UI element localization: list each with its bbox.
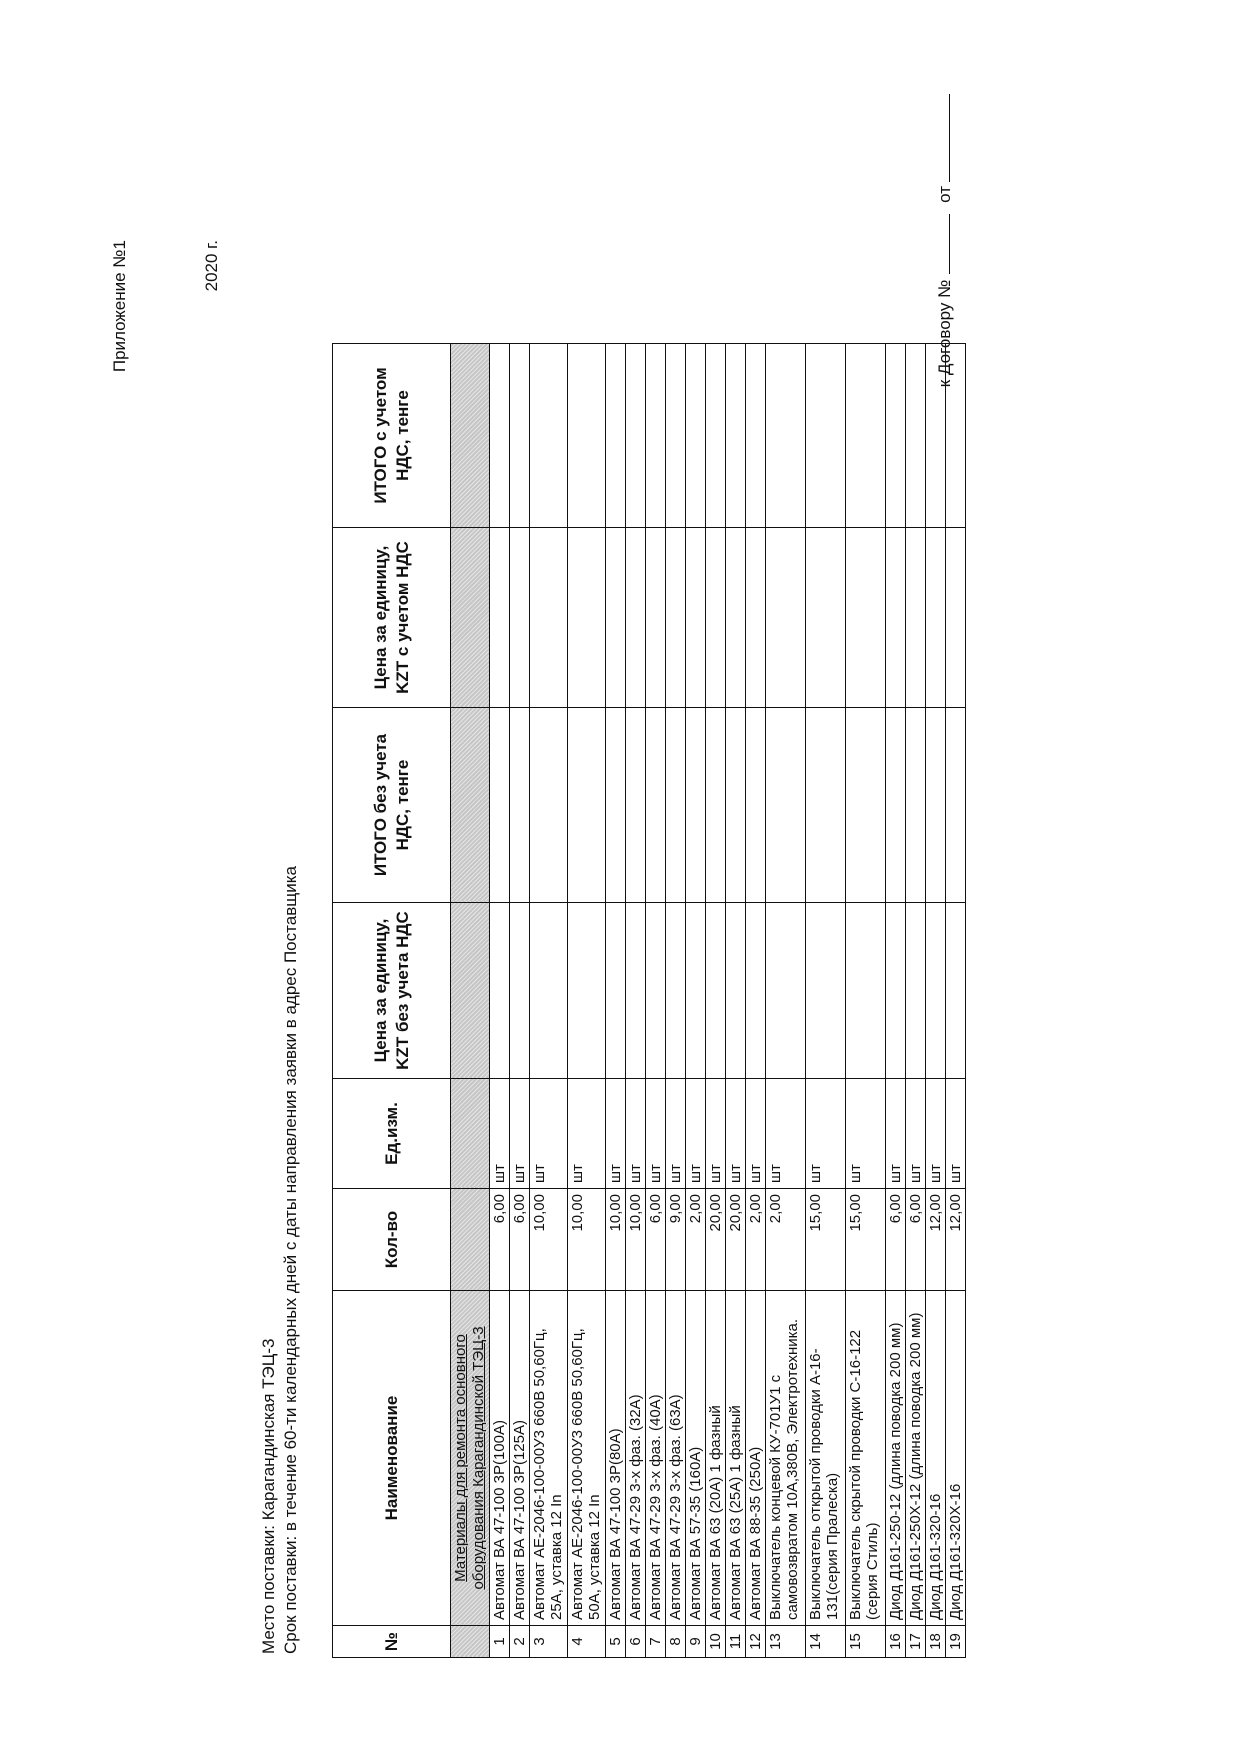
row-empty-cell xyxy=(766,344,806,528)
row-qty: 9,00 xyxy=(666,1189,686,1291)
row-name: Автомат ВА 47-100 3Р(100А) xyxy=(490,1291,510,1626)
col-qty: Кол-во xyxy=(333,1189,451,1291)
col-total-no-vat: ИТОГО без учета НДС, тенге xyxy=(333,708,451,903)
contract-number-blank xyxy=(935,214,950,274)
row-empty-cell xyxy=(626,903,646,1079)
row-empty-cell xyxy=(946,903,966,1079)
row-unit: шт xyxy=(946,1079,966,1189)
row-unit: шт xyxy=(510,1079,530,1189)
row-empty-cell xyxy=(726,528,746,708)
row-empty-cell xyxy=(666,708,686,903)
row-empty-cell xyxy=(846,528,886,708)
row-name: Автомат ВА 63 (20А) 1 фазный xyxy=(706,1291,726,1626)
row-empty-cell xyxy=(726,708,746,903)
row-name: Автомат ВА 63 (25А) 1 фазный xyxy=(726,1291,746,1626)
row-empty-cell xyxy=(490,903,510,1079)
row-empty-cell xyxy=(686,344,706,528)
row-empty-cell xyxy=(806,903,846,1079)
row-unit: шт xyxy=(686,1079,706,1189)
row-empty-cell xyxy=(646,708,666,903)
row-num: 15 xyxy=(846,1626,886,1658)
row-empty-cell xyxy=(706,528,726,708)
row-empty-cell xyxy=(806,708,846,903)
row-empty-cell xyxy=(666,528,686,708)
row-num: 9 xyxy=(686,1626,706,1658)
row-empty-cell xyxy=(490,344,510,528)
row-empty-cell xyxy=(626,708,646,903)
row-unit: шт xyxy=(726,1079,746,1189)
col-num: № xyxy=(333,1626,451,1658)
row-num: 5 xyxy=(606,1626,626,1658)
row-name: Автомат АЕ-2046-100-00У3 660В 50,60Гц, 25А, уставка 12 In xyxy=(530,1291,568,1626)
row-empty-cell xyxy=(606,528,626,708)
row-num: 19 xyxy=(946,1626,966,1658)
row-empty-cell xyxy=(926,708,946,903)
appendix-block xyxy=(110,240,222,372)
row-empty-cell xyxy=(686,708,706,903)
row-empty-cell xyxy=(646,903,666,1079)
row-unit: шт xyxy=(666,1079,686,1189)
row-empty-cell xyxy=(946,528,966,708)
row-name: Диод Д161-320Х-16 xyxy=(946,1291,966,1626)
row-qty: 6,00 xyxy=(490,1189,510,1291)
row-num: 2 xyxy=(510,1626,530,1658)
row-unit: шт xyxy=(746,1079,766,1189)
row-qty: 2,00 xyxy=(766,1189,806,1291)
row-name: Автомат ВА 88-35 (250А) xyxy=(746,1291,766,1626)
row-empty-cell xyxy=(766,903,806,1079)
price-table xyxy=(332,343,966,1658)
col-name: Наименование xyxy=(333,1291,451,1626)
row-qty: 15,00 xyxy=(806,1189,846,1291)
row-empty-cell xyxy=(626,344,646,528)
row-empty-cell xyxy=(606,344,626,528)
row-empty-cell xyxy=(706,903,726,1079)
row-empty-cell xyxy=(846,903,886,1079)
row-unit: шт xyxy=(530,1079,568,1189)
row-name: Автомат ВА 47-29 3-х фаз. (63А) xyxy=(666,1291,686,1626)
row-empty-cell xyxy=(746,344,766,528)
row-unit: шт xyxy=(886,1079,906,1189)
row-empty-cell xyxy=(746,708,766,903)
table-row xyxy=(490,344,510,1658)
row-empty-cell xyxy=(746,903,766,1079)
row-num: 12 xyxy=(746,1626,766,1658)
contract-prefix: к Договору № xyxy=(935,279,954,388)
table-row xyxy=(926,344,946,1658)
row-empty-cell xyxy=(806,344,846,528)
row-empty-cell xyxy=(766,708,806,903)
col-total-vat: ИТОГО с учетом НДС, тенге xyxy=(333,344,451,528)
row-empty-cell xyxy=(666,344,686,528)
row-empty-cell xyxy=(806,528,846,708)
table-row xyxy=(906,344,926,1658)
table-row xyxy=(646,344,666,1658)
row-empty-cell xyxy=(568,528,606,708)
row-name: Диод Д161-320-16 xyxy=(926,1291,946,1626)
row-qty: 6,00 xyxy=(510,1189,530,1291)
row-unit: шт xyxy=(926,1079,946,1189)
row-empty-cell xyxy=(568,344,606,528)
row-unit: шт xyxy=(568,1079,606,1189)
row-num: 11 xyxy=(726,1626,746,1658)
row-num: 16 xyxy=(886,1626,906,1658)
row-empty-cell xyxy=(530,903,568,1079)
table-row xyxy=(726,344,746,1658)
row-qty: 20,00 xyxy=(706,1189,726,1291)
row-qty: 6,00 xyxy=(886,1189,906,1291)
row-qty: 15,00 xyxy=(846,1189,886,1291)
row-qty: 6,00 xyxy=(646,1189,666,1291)
row-qty: 12,00 xyxy=(926,1189,946,1291)
row-empty-cell xyxy=(626,528,646,708)
row-name: Автомат ВА 47-100 3Р(125А) xyxy=(510,1291,530,1626)
row-name: Автомат ВА 57-35 (160А) xyxy=(686,1291,706,1626)
row-qty: 10,00 xyxy=(606,1189,626,1291)
table-row xyxy=(806,344,846,1658)
row-empty-cell xyxy=(530,708,568,903)
table-row xyxy=(846,344,886,1658)
row-empty-cell xyxy=(510,528,530,708)
row-empty-cell xyxy=(510,708,530,903)
row-unit: шт xyxy=(846,1079,886,1189)
table-row xyxy=(510,344,530,1658)
table-row xyxy=(530,344,568,1658)
row-unit: шт xyxy=(606,1079,626,1189)
table-row xyxy=(946,344,966,1658)
delivery-term: Срок поставки: в течение 60-ти календарных дней с даты направления заявки в адрес Поставщика xyxy=(281,866,300,1654)
row-qty: 12,00 xyxy=(946,1189,966,1291)
row-empty-cell xyxy=(846,708,886,903)
row-empty-cell xyxy=(726,344,746,528)
row-qty: 2,00 xyxy=(746,1189,766,1291)
row-num: 14 xyxy=(806,1626,846,1658)
table-row xyxy=(686,344,706,1658)
row-empty-cell xyxy=(706,708,726,903)
row-empty-cell xyxy=(906,528,926,708)
row-empty-cell xyxy=(568,708,606,903)
row-name: Автомат ВА 47-100 3Р(80А) xyxy=(606,1291,626,1626)
row-empty-cell xyxy=(706,344,726,528)
row-unit: шт xyxy=(490,1079,510,1189)
row-empty-cell xyxy=(666,903,686,1079)
contract-date-blank xyxy=(935,94,950,182)
row-num: 13 xyxy=(766,1626,806,1658)
row-qty: 6,00 xyxy=(906,1189,926,1291)
row-unit: шт xyxy=(806,1079,846,1189)
row-num: 10 xyxy=(706,1626,726,1658)
row-qty: 2,00 xyxy=(686,1189,706,1291)
row-empty-cell xyxy=(926,903,946,1079)
row-empty-cell xyxy=(726,903,746,1079)
table-header-row xyxy=(333,344,451,1658)
row-unit: шт xyxy=(626,1079,646,1189)
table-row xyxy=(766,344,806,1658)
row-name: Диод Д161-250-12 (длина поводка 200 мм) xyxy=(886,1291,906,1626)
row-empty-cell xyxy=(746,528,766,708)
section-title: Материалы для ремонта основного оборудования Карагандинской ТЭЦ-3 xyxy=(451,1291,490,1626)
delivery-block xyxy=(258,866,302,1654)
row-qty: 10,00 xyxy=(568,1189,606,1291)
row-num: 7 xyxy=(646,1626,666,1658)
row-unit: шт xyxy=(906,1079,926,1189)
row-num: 17 xyxy=(906,1626,926,1658)
table-row xyxy=(706,344,726,1658)
row-empty-cell xyxy=(530,344,568,528)
row-empty-cell xyxy=(926,344,946,528)
row-name: Выключатель открытой проводки А-16-131(серия Пралеска) xyxy=(806,1291,846,1626)
row-empty-cell xyxy=(490,528,510,708)
row-qty: 20,00 xyxy=(726,1189,746,1291)
table-row xyxy=(666,344,686,1658)
row-empty-cell xyxy=(490,708,510,903)
table-row xyxy=(606,344,626,1658)
row-empty-cell xyxy=(766,528,806,708)
row-empty-cell xyxy=(946,708,966,903)
row-num: 8 xyxy=(666,1626,686,1658)
row-num: 3 xyxy=(530,1626,568,1658)
table-row xyxy=(626,344,646,1658)
row-empty-cell xyxy=(886,708,906,903)
row-num: 6 xyxy=(626,1626,646,1658)
row-empty-cell xyxy=(906,708,926,903)
row-empty-cell xyxy=(510,344,530,528)
row-empty-cell xyxy=(606,903,626,1079)
delivery-place: Место поставки: Карагандинская ТЭЦ-3 xyxy=(259,1338,278,1654)
row-empty-cell xyxy=(510,903,530,1079)
row-empty-cell xyxy=(886,903,906,1079)
row-qty: 10,00 xyxy=(530,1189,568,1291)
row-unit: шт xyxy=(706,1079,726,1189)
row-empty-cell xyxy=(686,903,706,1079)
row-name: Выключатель скрытой проводки С-16-122 (серия Стиль) xyxy=(846,1291,886,1626)
row-empty-cell xyxy=(926,528,946,708)
col-price-vat: Цена за единицу, KZT с учетом НДС xyxy=(333,528,451,708)
row-empty-cell xyxy=(646,344,666,528)
row-empty-cell xyxy=(606,708,626,903)
row-num: 4 xyxy=(568,1626,606,1658)
row-empty-cell xyxy=(846,344,886,528)
row-qty: 10,00 xyxy=(626,1189,646,1291)
row-empty-cell xyxy=(906,344,926,528)
col-price-no-vat: Цена за единицу, KZT без учета НДС xyxy=(333,903,451,1079)
row-empty-cell xyxy=(686,528,706,708)
table-row xyxy=(746,344,766,1658)
row-empty-cell xyxy=(906,903,926,1079)
appendix-year: 2020 г. xyxy=(202,240,221,292)
row-name: Автомат ВА 47-29 3-х фаз. (40А) xyxy=(646,1291,666,1626)
row-empty-cell xyxy=(646,528,666,708)
row-empty-cell xyxy=(530,528,568,708)
section-row xyxy=(451,344,490,1658)
row-name: Выключатель концевой КУ-701У1 с самовозвратом 10А,380В, Электротехника. xyxy=(766,1291,806,1626)
row-num: 1 xyxy=(490,1626,510,1658)
col-unit: Ед.изм. xyxy=(333,1079,451,1189)
appendix-title: Приложение №1 xyxy=(110,240,129,373)
row-empty-cell xyxy=(886,528,906,708)
row-unit: шт xyxy=(766,1079,806,1189)
row-empty-cell xyxy=(886,344,906,528)
row-num: 18 xyxy=(926,1626,946,1658)
table-row xyxy=(568,344,606,1658)
row-name: Диод Д161-250Х-12 (длина поводка 200 мм) xyxy=(906,1291,926,1626)
row-name: Автомат АЕ-2046-100-00У3 660В 50,60Гц, 50А, уставка 12 In xyxy=(568,1291,606,1626)
row-name: Автомат ВА 47-29 3-х фаз. (32А) xyxy=(626,1291,646,1626)
row-empty-cell xyxy=(568,903,606,1079)
row-empty-cell xyxy=(946,344,966,528)
contract-from: от xyxy=(935,186,954,203)
row-unit: шт xyxy=(646,1079,666,1189)
table-row xyxy=(886,344,906,1658)
